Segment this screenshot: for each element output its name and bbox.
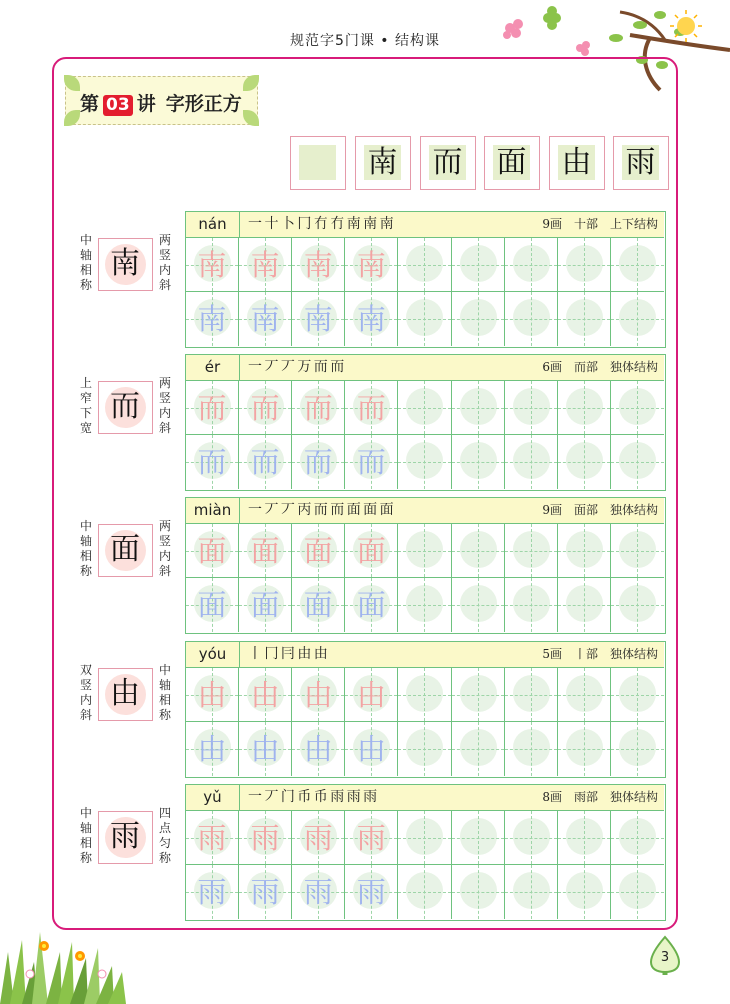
stroke-count: 9画 <box>542 503 562 517</box>
trace-char: 雨 <box>197 875 227 909</box>
writing-cell[interactable] <box>186 578 239 632</box>
preview-blank-box <box>290 136 346 190</box>
writing-cell[interactable] <box>345 435 398 489</box>
cell-guide-line <box>424 722 425 776</box>
writing-cell[interactable] <box>292 722 345 776</box>
pinyin: nán <box>186 212 240 237</box>
trace-char: 雨 <box>356 821 386 855</box>
structure-note-right: 两竖内斜 <box>158 376 171 435</box>
trace-char: 而 <box>303 445 333 479</box>
writing-cell[interactable] <box>292 238 345 292</box>
radical: 十部 <box>573 217 598 231</box>
structure: 独体结构 <box>609 790 658 804</box>
cell-guide-line <box>478 865 479 919</box>
writing-cell[interactable] <box>505 865 558 919</box>
writing-cell[interactable] <box>292 381 345 435</box>
cell-guide-line <box>478 292 479 346</box>
writing-cell[interactable] <box>505 292 558 346</box>
char-info <box>530 785 658 810</box>
writing-cell[interactable] <box>611 292 664 346</box>
grass-decoration <box>0 922 130 1004</box>
practice-cells <box>186 381 664 489</box>
writing-cell[interactable] <box>239 668 292 722</box>
lesson-banner <box>65 76 258 125</box>
trace-char: 南 <box>250 302 280 336</box>
grid-header <box>186 212 664 238</box>
writing-cell[interactable] <box>558 865 611 919</box>
lesson-heading: 第 03 讲 字形正方 <box>80 93 242 115</box>
writing-cell[interactable] <box>452 381 505 435</box>
cell-guide-line <box>478 238 479 291</box>
writing-cell[interactable] <box>292 865 345 919</box>
pinyin: yóu <box>186 642 240 667</box>
cell-guide-line <box>531 238 532 291</box>
trace-char: 面 <box>197 534 227 568</box>
preview-char: 由 <box>558 145 595 180</box>
cell-guide-line <box>478 722 479 776</box>
writing-cell[interactable] <box>345 722 398 776</box>
stroke-order: 一 丆 门 币 币 雨 雨 雨 <box>248 789 377 805</box>
preview-char-box <box>549 136 605 190</box>
writing-cell[interactable] <box>186 292 239 346</box>
preview-char-box <box>484 136 540 190</box>
model-char-box <box>98 668 153 721</box>
structure-note-left: 中轴相称 <box>79 806 92 865</box>
writing-cell[interactable] <box>292 811 345 865</box>
trace-char: 由 <box>250 732 280 766</box>
model-char-box <box>98 811 153 864</box>
trace-char: 南 <box>303 248 333 282</box>
writing-cell[interactable] <box>345 381 398 435</box>
cell-guide-line <box>531 524 532 577</box>
writing-cell[interactable] <box>398 238 451 292</box>
writing-cell[interactable] <box>558 524 611 578</box>
writing-cell[interactable] <box>239 865 292 919</box>
cell-guide-line <box>424 435 425 489</box>
stroke-order: 丨 冂 冃 由 由 <box>248 646 327 662</box>
radical: 而部 <box>573 360 598 374</box>
grid-header <box>186 355 664 381</box>
writing-cell[interactable] <box>452 524 505 578</box>
writing-cell[interactable] <box>398 865 451 919</box>
writing-cell[interactable] <box>345 578 398 632</box>
writing-cell[interactable] <box>558 292 611 346</box>
cell-guide-line <box>478 381 479 434</box>
cell-guide-line <box>637 865 638 919</box>
writing-cell[interactable] <box>505 381 558 435</box>
trace-char: 雨 <box>250 821 280 855</box>
practice-grid <box>185 784 666 921</box>
structure-note-left: 双竖内斜 <box>79 663 92 722</box>
preview-char: 而 <box>429 145 466 180</box>
trace-char: 而 <box>197 391 227 425</box>
writing-cell[interactable] <box>558 238 611 292</box>
preview-char-box <box>355 136 411 190</box>
lesson-number: 03 <box>103 95 133 116</box>
stroke-count: 8画 <box>542 790 562 804</box>
writing-cell[interactable] <box>239 238 292 292</box>
writing-cell[interactable] <box>505 524 558 578</box>
writing-cell[interactable] <box>452 668 505 722</box>
structure-note-right: 两竖内斜 <box>158 519 171 578</box>
cell-guide-line <box>584 524 585 577</box>
stroke-count: 5画 <box>542 647 562 661</box>
cell-guide-line <box>531 381 532 434</box>
lesson-title: 字形正方 <box>165 93 242 115</box>
cell-guide-line <box>531 435 532 489</box>
cell-guide-line <box>637 381 638 434</box>
trace-char: 面 <box>197 588 227 622</box>
cell-guide-line <box>424 292 425 346</box>
writing-cell[interactable] <box>186 668 239 722</box>
writing-cell[interactable] <box>452 435 505 489</box>
writing-cell[interactable] <box>505 578 558 632</box>
writing-cell[interactable] <box>611 435 664 489</box>
model-char: 雨 <box>110 819 140 854</box>
writing-cell[interactable] <box>558 435 611 489</box>
writing-cell[interactable] <box>611 811 664 865</box>
trace-char: 面 <box>250 588 280 622</box>
cell-guide-line <box>637 435 638 489</box>
cell-guide-line <box>531 578 532 632</box>
trace-char: 而 <box>356 445 386 479</box>
writing-cell[interactable] <box>239 578 292 632</box>
writing-cell[interactable] <box>452 578 505 632</box>
structure: 独体结构 <box>609 360 658 374</box>
stroke-order: 一 十 卜 冂 冇 冇 南 南 南 <box>248 216 393 232</box>
writing-cell[interactable] <box>186 865 239 919</box>
writing-cell[interactable] <box>239 292 292 346</box>
trace-char: 而 <box>356 391 386 425</box>
preview-char: 雨 <box>622 145 659 180</box>
practice-cells <box>186 668 664 776</box>
grid-header <box>186 785 664 811</box>
cell-guide-line <box>424 668 425 721</box>
trace-char: 由 <box>356 678 386 712</box>
cell-guide-line <box>637 668 638 721</box>
writing-cell[interactable] <box>345 668 398 722</box>
trace-char: 而 <box>303 391 333 425</box>
cell-guide-line <box>637 811 638 864</box>
cell-guide-line <box>637 578 638 632</box>
trace-char: 由 <box>356 732 386 766</box>
writing-cell[interactable] <box>292 292 345 346</box>
writing-cell[interactable] <box>452 865 505 919</box>
stroke-order: 一 丆 丆 万 而 而 <box>248 359 344 375</box>
writing-cell[interactable] <box>558 381 611 435</box>
writing-cell[interactable] <box>292 668 345 722</box>
char-info <box>530 355 658 380</box>
model-char: 南 <box>110 246 140 281</box>
writing-cell[interactable] <box>186 435 239 489</box>
cell-guide-line <box>637 524 638 577</box>
trace-char: 由 <box>303 678 333 712</box>
writing-cell[interactable] <box>239 722 292 776</box>
writing-cell[interactable] <box>345 292 398 346</box>
writing-cell[interactable] <box>452 811 505 865</box>
trace-char: 面 <box>356 588 386 622</box>
writing-cell[interactable] <box>505 722 558 776</box>
writing-cell[interactable] <box>398 722 451 776</box>
practice-grid <box>185 641 666 778</box>
writing-cell[interactable] <box>611 381 664 435</box>
leaf-icon <box>64 75 80 91</box>
page-number: 3 <box>660 950 670 965</box>
preview-char-box <box>420 136 476 190</box>
writing-cell[interactable] <box>398 524 451 578</box>
practice-cells <box>186 524 664 632</box>
cell-guide-line <box>478 578 479 632</box>
model-char-box <box>98 238 153 291</box>
cell-guide-line <box>478 811 479 864</box>
structure-note-left: 中轴相称 <box>79 519 92 578</box>
model-char-box <box>98 524 153 577</box>
trace-char: 南 <box>197 248 227 282</box>
pinyin: ér <box>186 355 240 380</box>
writing-cell[interactable] <box>239 435 292 489</box>
grid-header <box>186 498 664 524</box>
cell-guide-line <box>424 578 425 632</box>
leaf-icon <box>243 110 259 126</box>
writing-cell[interactable] <box>558 578 611 632</box>
cell-guide-line <box>531 722 532 776</box>
writing-cell[interactable] <box>186 722 239 776</box>
trace-char: 而 <box>197 445 227 479</box>
trace-char: 面 <box>303 588 333 622</box>
trace-char: 由 <box>250 678 280 712</box>
cell-guide-line <box>637 722 638 776</box>
trace-char: 而 <box>250 445 280 479</box>
cell-guide-line <box>584 578 585 632</box>
practice-grid <box>185 354 666 491</box>
cell-guide-line <box>424 865 425 919</box>
grid-header <box>186 642 664 668</box>
preview-char: 面 <box>493 145 530 180</box>
writing-cell[interactable] <box>611 578 664 632</box>
structure-note-right: 中轴相称 <box>158 663 171 722</box>
writing-cell[interactable] <box>398 811 451 865</box>
cell-guide-line <box>424 811 425 864</box>
writing-cell[interactable] <box>398 668 451 722</box>
cell-guide-line <box>584 668 585 721</box>
cell-guide-line <box>531 811 532 864</box>
writing-cell[interactable] <box>452 292 505 346</box>
writing-cell[interactable] <box>611 722 664 776</box>
writing-cell[interactable] <box>292 524 345 578</box>
cell-guide-line <box>424 381 425 434</box>
model-char: 而 <box>110 389 140 424</box>
trace-char: 由 <box>197 678 227 712</box>
leaf-icon <box>243 75 259 91</box>
cell-guide-line <box>584 238 585 291</box>
preview-char: 南 <box>364 145 401 180</box>
writing-cell[interactable] <box>611 238 664 292</box>
writing-cell[interactable] <box>239 524 292 578</box>
writing-cell[interactable] <box>398 381 451 435</box>
model-char: 由 <box>110 676 140 711</box>
writing-cell[interactable] <box>558 811 611 865</box>
char-info <box>530 642 658 667</box>
trace-char: 南 <box>197 302 227 336</box>
writing-cell[interactable] <box>452 238 505 292</box>
writing-cell[interactable] <box>345 238 398 292</box>
page-header: 规范字5门课 • 结构课 <box>289 33 441 49</box>
writing-cell[interactable] <box>239 811 292 865</box>
trace-char: 面 <box>303 534 333 568</box>
trace-char: 面 <box>356 534 386 568</box>
preview-char <box>299 145 336 180</box>
trace-char: 雨 <box>250 875 280 909</box>
trace-char: 南 <box>303 302 333 336</box>
char-info <box>530 498 658 523</box>
structure: 独体结构 <box>609 503 658 517</box>
writing-cell[interactable] <box>611 865 664 919</box>
writing-cell[interactable] <box>292 435 345 489</box>
cell-guide-line <box>637 238 638 291</box>
trace-char: 南 <box>356 248 386 282</box>
trace-char: 雨 <box>303 875 333 909</box>
writing-cell[interactable] <box>452 722 505 776</box>
writing-cell[interactable] <box>505 435 558 489</box>
stroke-count: 6画 <box>542 360 562 374</box>
writing-cell[interactable] <box>186 381 239 435</box>
writing-cell[interactable] <box>292 578 345 632</box>
model-char: 面 <box>110 532 140 567</box>
trace-char: 由 <box>197 732 227 766</box>
radical: 雨部 <box>573 790 598 804</box>
cell-guide-line <box>424 238 425 291</box>
practice-cells <box>186 238 664 346</box>
writing-cell[interactable] <box>558 668 611 722</box>
cell-guide-line <box>424 524 425 577</box>
stroke-order: 一 丆 丆 丙 而 而 面 面 面 <box>248 502 393 518</box>
practice-grid <box>185 497 666 634</box>
trace-char: 面 <box>250 534 280 568</box>
cell-guide-line <box>531 668 532 721</box>
writing-cell[interactable] <box>345 524 398 578</box>
cell-guide-line <box>531 865 532 919</box>
writing-cell[interactable] <box>345 811 398 865</box>
writing-cell[interactable] <box>239 381 292 435</box>
cell-guide-line <box>584 865 585 919</box>
preview-char-box <box>613 136 669 190</box>
writing-cell[interactable] <box>398 578 451 632</box>
cell-guide-line <box>584 722 585 776</box>
cell-guide-line <box>584 811 585 864</box>
writing-cell[interactable] <box>505 811 558 865</box>
trace-char: 南 <box>356 302 386 336</box>
writing-cell[interactable] <box>186 811 239 865</box>
trace-char: 而 <box>250 391 280 425</box>
structure-note-right: 四点匀称 <box>158 806 171 865</box>
practice-cells <box>186 811 664 919</box>
pinyin: miàn <box>186 498 240 523</box>
writing-cell[interactable] <box>398 435 451 489</box>
radical: 丨部 <box>573 647 598 661</box>
writing-cell[interactable] <box>186 238 239 292</box>
writing-cell[interactable] <box>398 292 451 346</box>
cell-guide-line <box>478 668 479 721</box>
trace-char: 雨 <box>356 875 386 909</box>
trace-char: 雨 <box>197 821 227 855</box>
cell-guide-line <box>584 435 585 489</box>
practice-grid <box>185 211 666 348</box>
structure-note-left: 中轴相称 <box>79 233 92 292</box>
writing-cell[interactable] <box>505 668 558 722</box>
cell-guide-line <box>637 292 638 346</box>
cell-guide-line <box>584 381 585 434</box>
writing-cell[interactable] <box>345 865 398 919</box>
cell-guide-line <box>478 435 479 489</box>
writing-cell[interactable] <box>558 722 611 776</box>
structure-note-left: 上窄下宽 <box>79 376 92 435</box>
writing-cell[interactable] <box>611 668 664 722</box>
trace-char: 雨 <box>303 821 333 855</box>
writing-cell[interactable] <box>186 524 239 578</box>
leaf-icon <box>64 110 80 126</box>
trace-char: 南 <box>250 248 280 282</box>
model-char-box <box>98 381 153 434</box>
trace-char: 由 <box>303 732 333 766</box>
structure: 独体结构 <box>609 647 658 661</box>
stroke-count: 9画 <box>542 217 562 231</box>
radical: 面部 <box>573 503 598 517</box>
writing-cell[interactable] <box>611 524 664 578</box>
cell-guide-line <box>531 292 532 346</box>
char-info <box>530 212 658 237</box>
pinyin: yǔ <box>186 785 240 810</box>
writing-cell[interactable] <box>505 238 558 292</box>
cell-guide-line <box>478 524 479 577</box>
cell-guide-line <box>584 292 585 346</box>
structure: 上下结构 <box>609 217 658 231</box>
structure-note-right: 两竖内斜 <box>158 233 171 292</box>
